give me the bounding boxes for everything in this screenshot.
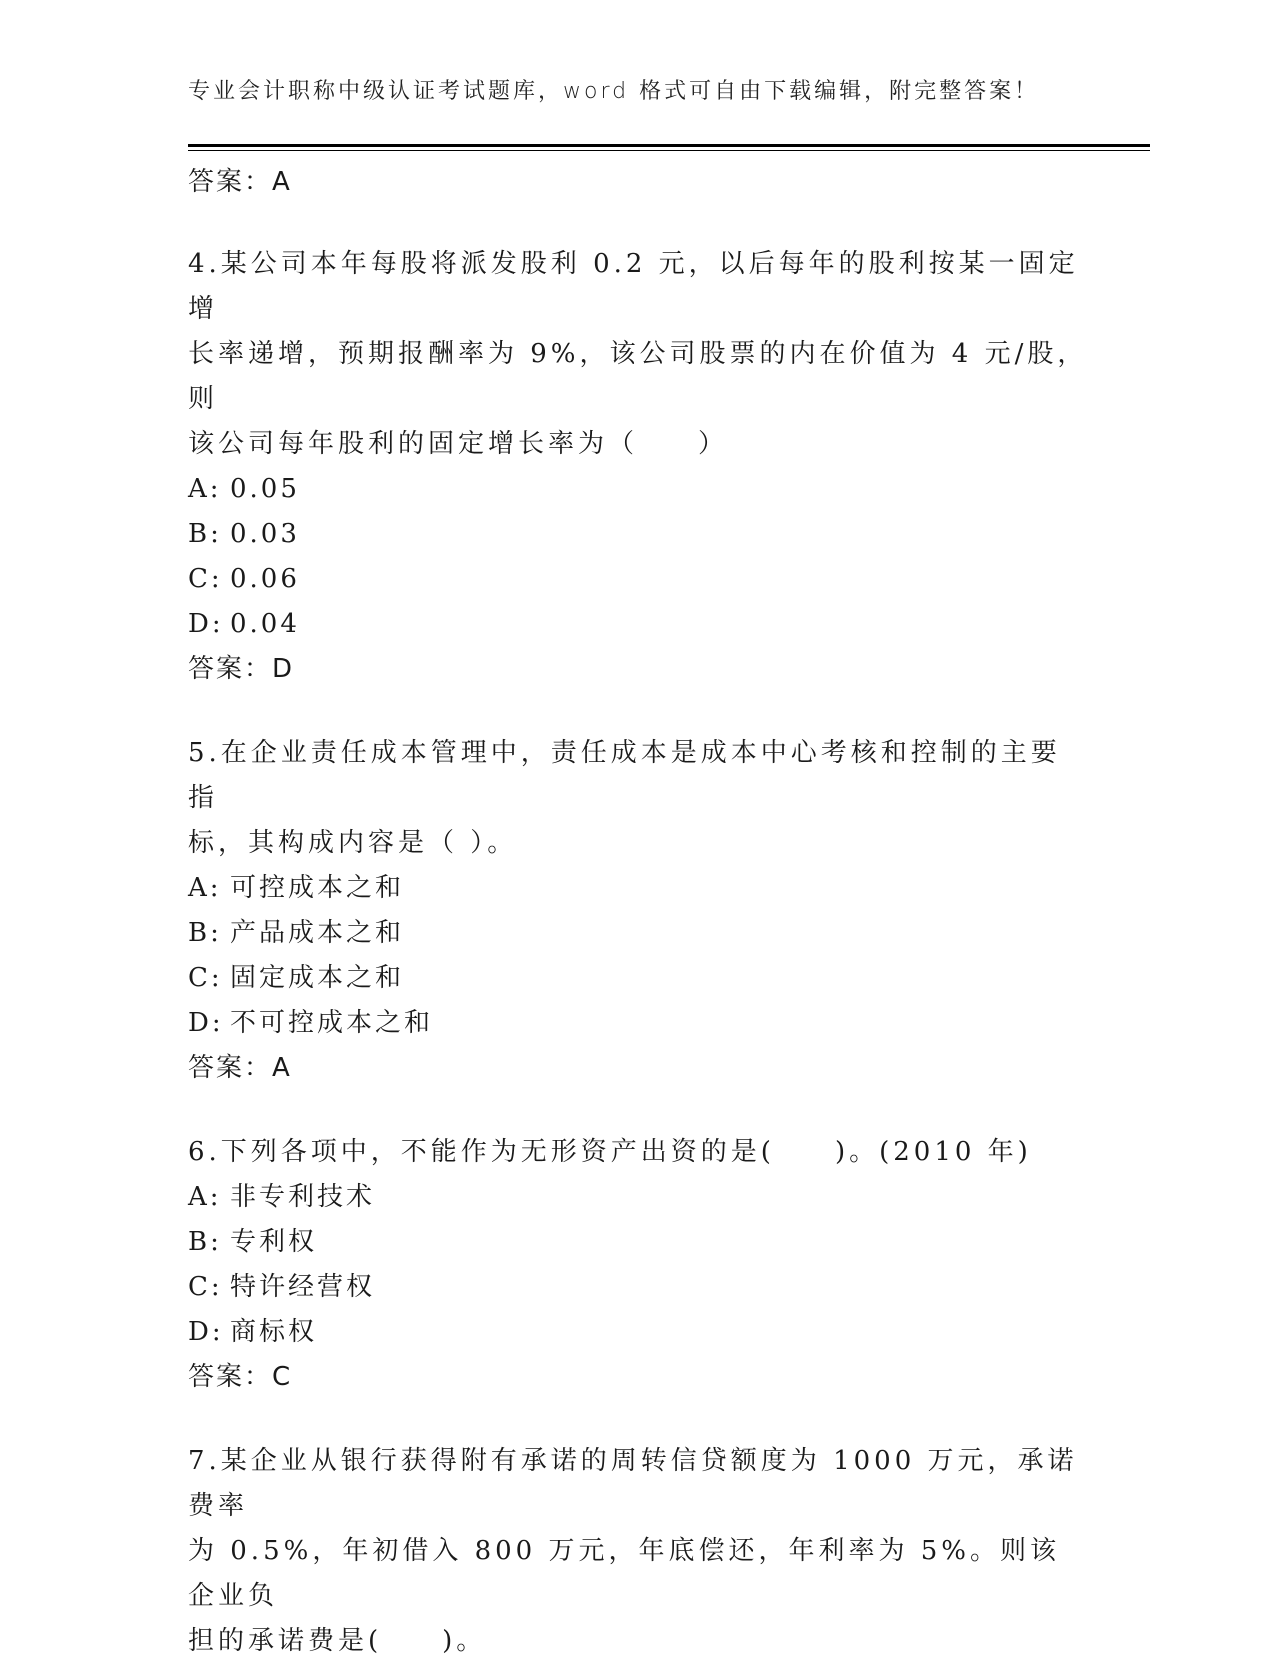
option-letter: B: [188,519,222,549]
question-line: 长率递增，预期报酬率为 9%，该公司股票的内在价值为 4 元/股，则 [188,339,1088,414]
question-line: 6.下列各项中，不能作为无形资产出资的是( )。(2010 年) [188,1137,1032,1167]
answer-line: 答案：C [188,1362,293,1392]
header-divider-thin [188,150,1150,151]
option-letter: B: [188,918,222,948]
option-b [188,1220,1088,1265]
option-letter: D: [188,609,224,639]
option-text: 0.06 [230,564,300,594]
question-line: 4.某公司本年每股将派发股利 0.2 元，以后每年的股利按某一固定增 [188,249,1079,324]
header-divider-thick [188,144,1150,147]
option-text: 0.05 [230,474,300,504]
option-letter: A: [188,1182,222,1212]
page-header: 专业会计职称中级认证考试题库，word 格式可自由下载编辑，附完整答案！ [188,79,1040,104]
option-c [188,557,1088,602]
option-letter: A: [188,873,222,903]
option-d [188,1310,1088,1355]
option-c [188,956,1088,1001]
option-letter: A: [188,474,222,504]
question-text [188,1439,1088,1664]
question-line: 为 0.5%，年初借入 800 万元，年底偿还，年利率为 5%。则该企业负 [188,1536,1060,1611]
question-text [188,1130,1088,1175]
option-text: 不可控成本之和 [230,1008,434,1038]
option-d [188,1001,1088,1046]
option-letter: D: [188,1317,224,1347]
question-line: 该公司每年股利的固定增长率为（ ） [188,429,729,459]
option-text: 0.03 [230,519,300,549]
question-line: 担的承诺费是( )。 [188,1626,487,1656]
answer-line: 答案：D [188,654,295,684]
answer-line: 答案：A [188,1053,292,1083]
option-c [188,1265,1088,1310]
question-text [188,731,1088,866]
option-text: 产品成本之和 [230,918,405,948]
question-text [188,242,1088,467]
option-letter: C: [188,963,223,993]
question-line: 7.某企业从银行获得附有承诺的周转信贷额度为 1000 万元，承诺费率 [188,1446,1078,1521]
option-letter: C: [188,564,223,594]
option-text: 专利权 [230,1227,318,1257]
option-letter: B: [188,1227,222,1257]
option-letter: D: [188,1008,224,1038]
option-b [188,512,1088,557]
option-letter: C: [188,1272,223,1302]
option-text: 可控成本之和 [230,873,405,903]
option-text: 商标权 [230,1317,318,1347]
option-text: 0.04 [230,609,300,639]
option-text: 固定成本之和 [230,963,405,993]
option-a [188,1175,1088,1220]
option-b [188,911,1088,956]
option-a [188,866,1088,911]
answer-line: 答案：A [188,167,292,197]
question-line: 5.在企业责任成本管理中，责任成本是成本中心考核和控制的主要指 [188,738,1061,813]
document-content [188,160,1088,1664]
option-text: 非专利技术 [230,1182,376,1212]
option-a [188,467,1088,512]
option-text: 特许经营权 [230,1272,376,1302]
option-d [188,602,1088,647]
question-line: 标，其构成内容是（ ）。 [188,828,518,858]
